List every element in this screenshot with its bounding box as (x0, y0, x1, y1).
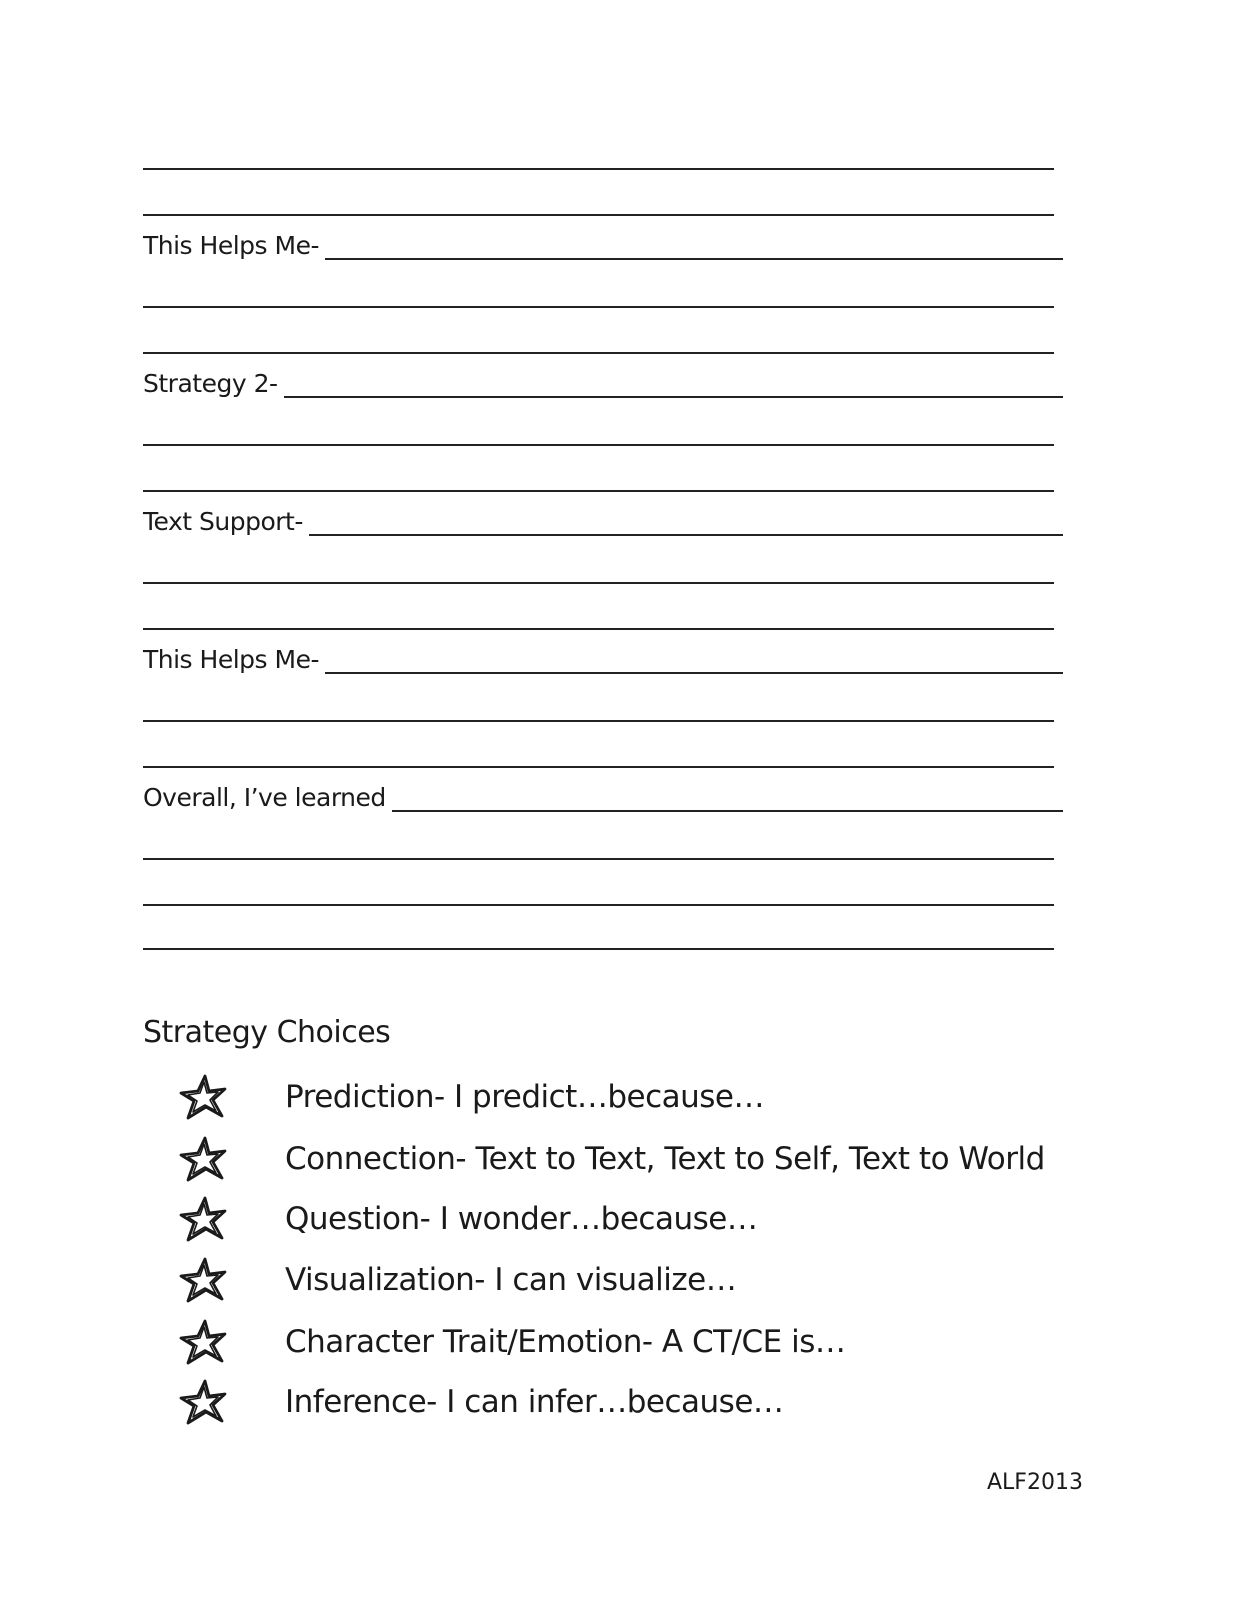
prompt-strategy-2[interactable] (143, 366, 1063, 400)
strategy-choice-text: Character Trait/Emotion- A CT/CE is… (285, 1323, 846, 1360)
writing-line[interactable] (143, 948, 1054, 950)
star-icon (178, 1194, 228, 1244)
writing-line[interactable] (143, 306, 1054, 308)
strategy-choice-item (178, 1255, 737, 1305)
prompt-label: This Helps Me- (143, 645, 319, 674)
strategy-choice-text: Question- I wonder…because… (285, 1200, 758, 1237)
strategy-choice-text: Visualization- I can visualize… (285, 1261, 737, 1298)
writing-line[interactable] (143, 444, 1054, 446)
strategy-choice-text: Inference- I can infer…because… (285, 1383, 784, 1420)
strategy-choice-item (178, 1072, 765, 1122)
prompt-writing-line[interactable] (325, 258, 1063, 260)
star-icon (178, 1377, 228, 1427)
prompt-this-helps-me-1[interactable] (143, 228, 1063, 262)
star-icon (178, 1255, 228, 1305)
prompt-label: Strategy 2- (143, 369, 278, 398)
prompt-label: Text Support- (143, 507, 303, 536)
writing-line[interactable] (143, 904, 1054, 906)
prompt-writing-line[interactable] (284, 396, 1064, 398)
writing-line[interactable] (143, 858, 1054, 860)
strategy-choice-item (178, 1377, 784, 1427)
prompt-writing-line[interactable] (325, 672, 1063, 674)
star-icon (178, 1134, 228, 1184)
strategy-choice-item (178, 1194, 758, 1244)
prompt-writing-line[interactable] (392, 810, 1063, 812)
footer-credit: ALF2013 (987, 1470, 1083, 1495)
writing-line[interactable] (143, 214, 1054, 216)
prompt-this-helps-me-2[interactable] (143, 642, 1063, 676)
prompt-writing-line[interactable] (309, 534, 1063, 536)
strategy-choice-text: Connection- Text to Text, Text to Self, Text to World (285, 1140, 1045, 1177)
writing-line[interactable] (143, 720, 1054, 722)
strategy-choice-item (178, 1317, 846, 1367)
writing-line[interactable] (143, 628, 1054, 630)
prompt-text-support[interactable] (143, 504, 1063, 538)
star-icon (178, 1317, 228, 1367)
star-icon (178, 1072, 228, 1122)
prompt-overall-learned[interactable] (143, 780, 1063, 814)
writing-line[interactable] (143, 168, 1054, 170)
prompt-label: This Helps Me- (143, 231, 319, 260)
prompt-label: Overall, I’ve learned (143, 783, 386, 812)
writing-line[interactable] (143, 582, 1054, 584)
writing-line[interactable] (143, 490, 1054, 492)
strategy-choices-title: Strategy Choices (143, 1015, 391, 1050)
strategy-choice-item (178, 1134, 1045, 1184)
strategy-choice-text: Prediction- I predict…because… (285, 1078, 765, 1115)
writing-line[interactable] (143, 766, 1054, 768)
writing-line[interactable] (143, 352, 1054, 354)
